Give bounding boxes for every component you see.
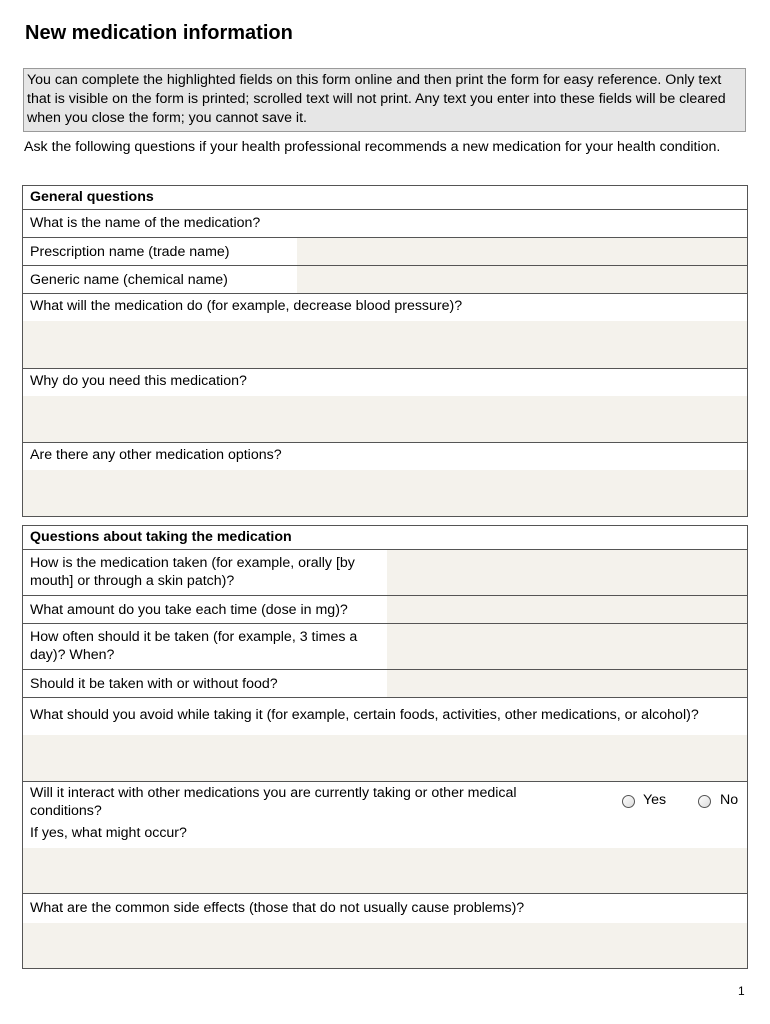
intro-text: Ask the following questions if your health professional recommends a new medication for your health condition. xyxy=(24,139,721,155)
side-effects-row xyxy=(23,893,747,969)
why-need-label: Why do you need this medication? xyxy=(30,373,247,389)
how-taken-row xyxy=(23,549,747,596)
how-taken-field[interactable] xyxy=(387,550,747,596)
page-number: 1 xyxy=(738,984,745,998)
with-food-label: Should it be taken with or without food? xyxy=(30,676,278,692)
how-taken-label: How is the medication taken (for example, orally [by mouth] or through a skin patch)? xyxy=(30,555,355,589)
side-effects-label: What are the common side effects (those that do not usually cause problems)? xyxy=(30,900,525,916)
prescription-name-row xyxy=(23,237,747,266)
amount-label: What amount do you take each time (dose in mg)? xyxy=(30,602,348,618)
amount-row xyxy=(23,595,747,624)
general-questions-table xyxy=(22,185,748,517)
what-do-row xyxy=(23,293,747,369)
name-question-label: What is the name of the medication? xyxy=(30,215,261,231)
general-heading: General questions xyxy=(30,189,154,205)
prescription-name-label: Prescription name (trade name) xyxy=(30,244,230,260)
interact-row xyxy=(23,781,747,894)
avoid-row xyxy=(23,697,747,782)
why-need-row xyxy=(23,368,747,443)
taking-heading-row xyxy=(23,526,747,549)
amount-field[interactable] xyxy=(387,596,747,624)
other-options-row xyxy=(23,442,747,517)
taking-questions-table xyxy=(22,525,748,969)
interact-label: Will it interact with other medications you are currently taking or other medical conditions? xyxy=(30,785,517,819)
yes-label: Yes xyxy=(643,792,667,808)
how-often-label: How often should it be taken (for example, 3 times a day)? When? xyxy=(30,629,358,663)
generic-name-row xyxy=(23,265,747,294)
other-options-label: Are there any other medication options? xyxy=(30,447,282,463)
how-often-field[interactable] xyxy=(387,624,747,670)
what-do-label: What will the medication do (for example, decrease blood pressure)? xyxy=(30,298,463,314)
why-need-field[interactable] xyxy=(23,396,747,443)
page-title: New medication information xyxy=(25,22,293,44)
side-effects-field[interactable] xyxy=(23,923,747,968)
how-often-row xyxy=(23,623,747,670)
with-food-row xyxy=(23,669,747,698)
yes-radio[interactable] xyxy=(622,795,635,808)
taking-heading: Questions about taking the medication xyxy=(30,529,292,545)
generic-name-field[interactable] xyxy=(297,266,747,294)
with-food-field[interactable] xyxy=(387,670,747,698)
if-yes-label: If yes, what might occur? xyxy=(30,825,187,841)
generic-name-label: Generic name (chemical name) xyxy=(30,272,228,288)
no-label: No xyxy=(720,792,739,808)
avoid-label: What should you avoid while taking it (for example, certain foods, activities, other medications, or alcohol)? xyxy=(30,707,699,723)
prescription-name-field[interactable] xyxy=(297,238,747,266)
no-radio[interactable] xyxy=(698,795,711,808)
other-options-field[interactable] xyxy=(23,470,747,516)
avoid-field[interactable] xyxy=(23,735,747,782)
what-do-field[interactable] xyxy=(23,321,747,368)
general-heading-row xyxy=(23,186,747,209)
if-yes-field[interactable] xyxy=(23,848,747,894)
form-instructions-note: You can complete the highlighted fields on this form online and then print the form for easy reference. Only text that is visible on the form is printed; scrolled text will not print. Any text you enter into these fields will be cleared when you close the form; you cannot save it. xyxy=(23,68,746,132)
name-question-row xyxy=(23,209,747,238)
